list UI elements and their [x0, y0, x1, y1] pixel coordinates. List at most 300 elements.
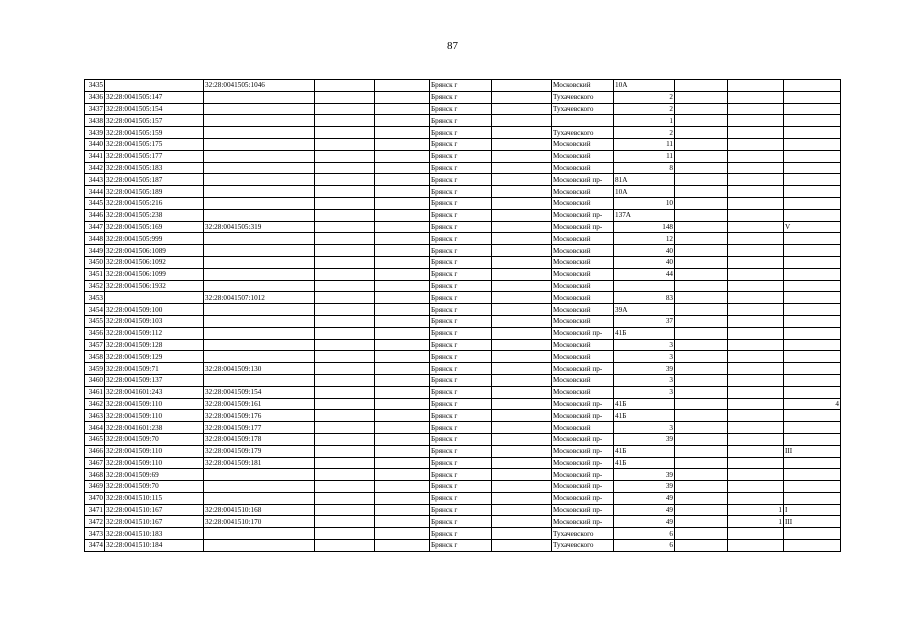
extra-cell	[784, 410, 841, 422]
row-number-cell: 3438	[85, 115, 105, 127]
empty-cell	[492, 304, 552, 316]
city-cell: Брянск г	[430, 398, 492, 410]
empty-cell	[492, 268, 552, 280]
parent-cadastral-cell: 32:28:0041509:154	[204, 386, 315, 398]
parent-cadastral-cell	[204, 304, 315, 316]
parent-cadastral-cell	[204, 127, 315, 139]
extra-cell	[784, 80, 841, 92]
street-cell: Московский	[552, 315, 614, 327]
empty-cell	[315, 492, 375, 504]
extra-cell	[784, 115, 841, 127]
street-cell: Московский	[552, 256, 614, 268]
table-row	[85, 339, 841, 351]
parent-cadastral-cell	[204, 103, 315, 115]
house-cell: 6	[614, 540, 675, 552]
empty-cell	[492, 481, 552, 493]
row-number-cell: 3439	[85, 127, 105, 139]
house-cell: 2	[614, 127, 675, 139]
parent-cadastral-cell	[204, 492, 315, 504]
street-cell: Московский	[552, 233, 614, 245]
extra-cell	[784, 174, 841, 186]
extra-cell	[784, 256, 841, 268]
unit-cell	[728, 445, 784, 457]
table-row	[85, 127, 841, 139]
empty-cell	[675, 174, 728, 186]
unit-cell	[728, 245, 784, 257]
empty-cell	[375, 138, 430, 150]
empty-cell	[492, 174, 552, 186]
unit-cell	[728, 256, 784, 268]
empty-cell	[375, 186, 430, 198]
empty-cell	[492, 457, 552, 469]
extra-cell	[784, 127, 841, 139]
parent-cadastral-cell	[204, 540, 315, 552]
empty-cell	[375, 481, 430, 493]
city-cell: Брянск г	[430, 315, 492, 327]
parent-cadastral-cell: 32:28:0041509:181	[204, 457, 315, 469]
street-cell: Тухачевского	[552, 103, 614, 115]
street-cell: Московский пр-	[552, 445, 614, 457]
table-row	[85, 516, 841, 528]
unit-cell	[728, 327, 784, 339]
empty-cell	[315, 209, 375, 221]
table-row	[85, 457, 841, 469]
street-cell: Московский пр-	[552, 433, 614, 445]
cadastral-number-cell: 32:28:0041505:157	[105, 115, 204, 127]
cadastral-number-cell: 32:28:0041505:177	[105, 150, 204, 162]
table-row	[85, 174, 841, 186]
extra-cell	[784, 91, 841, 103]
cadastral-number-cell: 32:28:0041505:189	[105, 186, 204, 198]
empty-cell	[675, 528, 728, 540]
empty-cell	[492, 516, 552, 528]
extra-cell	[784, 197, 841, 209]
empty-cell	[315, 162, 375, 174]
empty-cell	[675, 540, 728, 552]
empty-cell	[375, 504, 430, 516]
empty-cell	[675, 410, 728, 422]
empty-cell	[315, 150, 375, 162]
empty-cell	[375, 457, 430, 469]
empty-cell	[315, 80, 375, 92]
street-cell: Московский	[552, 150, 614, 162]
empty-cell	[375, 256, 430, 268]
parent-cadastral-cell	[204, 280, 315, 292]
row-number-cell: 3446	[85, 209, 105, 221]
city-cell: Брянск г	[430, 186, 492, 198]
cadastral-number-cell: 32:28:0041510:183	[105, 528, 204, 540]
street-cell: Московский	[552, 245, 614, 257]
table-row	[85, 150, 841, 162]
empty-cell	[375, 197, 430, 209]
cadastral-number-cell: 32:28:0041505:169	[105, 221, 204, 233]
city-cell: Брянск г	[430, 150, 492, 162]
street-cell: Московский пр-	[552, 363, 614, 375]
empty-cell	[375, 363, 430, 375]
city-cell: Брянск г	[430, 504, 492, 516]
empty-cell	[492, 280, 552, 292]
cadastral-number-cell: 32:28:0041510:167	[105, 516, 204, 528]
street-cell: Московский пр-	[552, 174, 614, 186]
empty-cell	[375, 398, 430, 410]
empty-cell	[375, 315, 430, 327]
empty-cell	[315, 280, 375, 292]
row-number-cell: 3450	[85, 256, 105, 268]
parent-cadastral-cell	[204, 186, 315, 198]
empty-cell	[375, 422, 430, 434]
empty-cell	[675, 186, 728, 198]
unit-cell	[728, 481, 784, 493]
street-cell: Тухачевского	[552, 91, 614, 103]
empty-cell	[375, 492, 430, 504]
cadastral-number-cell	[105, 80, 204, 92]
row-number-cell: 3453	[85, 292, 105, 304]
row-number-cell: 3445	[85, 197, 105, 209]
table-row	[85, 103, 841, 115]
empty-cell	[675, 422, 728, 434]
empty-cell	[675, 363, 728, 375]
table-row	[85, 528, 841, 540]
house-cell: 137А	[614, 209, 675, 221]
row-number-cell: 3474	[85, 540, 105, 552]
empty-cell	[492, 492, 552, 504]
house-cell: 3	[614, 339, 675, 351]
empty-cell	[675, 339, 728, 351]
parent-cadastral-cell: 32:28:0041505:319	[204, 221, 315, 233]
street-cell: Московский пр-	[552, 481, 614, 493]
table-row	[85, 115, 841, 127]
city-cell: Брянск г	[430, 516, 492, 528]
city-cell: Брянск г	[430, 363, 492, 375]
unit-cell	[728, 221, 784, 233]
extra-cell	[784, 492, 841, 504]
cadastral-number-cell: 32:28:0041505:183	[105, 162, 204, 174]
cadastral-number-cell: 32:28:0041509:69	[105, 469, 204, 481]
table-row	[85, 233, 841, 245]
cadastral-number-cell: 32:28:0041509:103	[105, 315, 204, 327]
row-number-cell: 3469	[85, 481, 105, 493]
extra-cell	[784, 433, 841, 445]
cadastral-number-cell: 32:28:0041505:216	[105, 197, 204, 209]
row-number-cell: 3435	[85, 80, 105, 92]
unit-cell	[728, 540, 784, 552]
unit-cell	[728, 433, 784, 445]
cadastral-number-cell: 32:28:0041509:128	[105, 339, 204, 351]
parent-cadastral-cell: 32:28:0041509:176	[204, 410, 315, 422]
unit-cell	[728, 150, 784, 162]
parent-cadastral-cell	[204, 233, 315, 245]
parent-cadastral-cell: 32:28:0041509:130	[204, 363, 315, 375]
unit-cell	[728, 103, 784, 115]
extra-cell	[784, 103, 841, 115]
city-cell: Брянск г	[430, 351, 492, 363]
parent-cadastral-cell: 32:28:0041509:178	[204, 433, 315, 445]
empty-cell	[315, 292, 375, 304]
row-number-cell: 3449	[85, 245, 105, 257]
house-cell: 41Б	[614, 445, 675, 457]
empty-cell	[492, 233, 552, 245]
table-row	[85, 245, 841, 257]
street-cell: Московский пр-	[552, 516, 614, 528]
cadastral-number-cell: 32:28:0041510:167	[105, 504, 204, 516]
empty-cell	[375, 245, 430, 257]
empty-cell	[492, 138, 552, 150]
extra-cell: V	[784, 221, 841, 233]
house-cell: 10А	[614, 186, 675, 198]
unit-cell	[728, 351, 784, 363]
row-number-cell: 3454	[85, 304, 105, 316]
cadastral-number-cell: 32:28:0041510:184	[105, 540, 204, 552]
house-cell: 83	[614, 292, 675, 304]
row-number-cell: 3468	[85, 469, 105, 481]
row-number-cell: 3470	[85, 492, 105, 504]
unit-cell: 1	[728, 504, 784, 516]
table-row	[85, 504, 841, 516]
empty-cell	[492, 504, 552, 516]
extra-cell	[784, 540, 841, 552]
row-number-cell: 3452	[85, 280, 105, 292]
empty-cell	[492, 103, 552, 115]
empty-cell	[315, 516, 375, 528]
city-cell: Брянск г	[430, 540, 492, 552]
empty-cell	[375, 351, 430, 363]
empty-cell	[315, 268, 375, 280]
unit-cell	[728, 209, 784, 221]
city-cell: Брянск г	[430, 445, 492, 457]
table-row	[85, 221, 841, 233]
city-cell: Брянск г	[430, 221, 492, 233]
city-cell: Брянск г	[430, 457, 492, 469]
row-number-cell: 3457	[85, 339, 105, 351]
table-row	[85, 280, 841, 292]
house-cell: 39	[614, 469, 675, 481]
unit-cell	[728, 528, 784, 540]
cadastral-number-cell: 32:28:0041510:115	[105, 492, 204, 504]
empty-cell	[492, 398, 552, 410]
city-cell: Брянск г	[430, 233, 492, 245]
empty-cell	[675, 256, 728, 268]
row-number-cell: 3467	[85, 457, 105, 469]
table-row	[85, 398, 841, 410]
empty-cell	[675, 150, 728, 162]
empty-cell	[315, 351, 375, 363]
table-row	[85, 268, 841, 280]
cadastral-number-cell: 32:28:0041505:175	[105, 138, 204, 150]
row-number-cell: 3461	[85, 386, 105, 398]
parent-cadastral-cell	[204, 351, 315, 363]
extra-cell	[784, 528, 841, 540]
extra-cell	[784, 374, 841, 386]
table-row	[85, 138, 841, 150]
parent-cadastral-cell	[204, 245, 315, 257]
empty-cell	[675, 516, 728, 528]
empty-cell	[315, 528, 375, 540]
house-cell: 39А	[614, 304, 675, 316]
empty-cell	[675, 115, 728, 127]
house-cell: 37	[614, 315, 675, 327]
empty-cell	[675, 433, 728, 445]
cadastral-number-cell: 32:28:0041506:1092	[105, 256, 204, 268]
table-row	[85, 327, 841, 339]
unit-cell: 1	[728, 516, 784, 528]
empty-cell	[492, 433, 552, 445]
street-cell: Московский	[552, 162, 614, 174]
cadastral-number-cell: 32:28:0041505:159	[105, 127, 204, 139]
empty-cell	[492, 115, 552, 127]
city-cell: Брянск г	[430, 469, 492, 481]
empty-cell	[315, 197, 375, 209]
cadastral-number-cell: 32:28:0041505:154	[105, 103, 204, 115]
street-cell: Тухачевского	[552, 528, 614, 540]
street-cell: Московский пр-	[552, 469, 614, 481]
extra-cell	[784, 469, 841, 481]
empty-cell	[315, 233, 375, 245]
parent-cadastral-cell	[204, 315, 315, 327]
city-cell: Брянск г	[430, 197, 492, 209]
extra-cell: 4	[784, 398, 841, 410]
unit-cell	[728, 315, 784, 327]
empty-cell	[375, 280, 430, 292]
city-cell: Брянск г	[430, 91, 492, 103]
empty-cell	[315, 386, 375, 398]
extra-cell	[784, 280, 841, 292]
empty-cell	[375, 327, 430, 339]
empty-cell	[675, 374, 728, 386]
empty-cell	[315, 127, 375, 139]
house-cell: 3	[614, 386, 675, 398]
unit-cell	[728, 174, 784, 186]
empty-cell	[675, 398, 728, 410]
empty-cell	[315, 422, 375, 434]
house-cell: 11	[614, 150, 675, 162]
cadastral-number-cell: 32:28:0041509:70	[105, 433, 204, 445]
empty-cell	[315, 374, 375, 386]
house-cell: 44	[614, 268, 675, 280]
house-cell: 49	[614, 516, 675, 528]
table-row	[85, 351, 841, 363]
house-cell: 148	[614, 221, 675, 233]
city-cell: Брянск г	[430, 245, 492, 257]
empty-cell	[675, 138, 728, 150]
unit-cell	[728, 280, 784, 292]
city-cell: Брянск г	[430, 138, 492, 150]
row-number-cell: 3455	[85, 315, 105, 327]
empty-cell	[375, 304, 430, 316]
cadastral-number-cell: 32:28:0041506:1089	[105, 245, 204, 257]
empty-cell	[315, 445, 375, 457]
house-cell: 3	[614, 351, 675, 363]
house-cell: 10	[614, 197, 675, 209]
parent-cadastral-cell: 32:28:0041510:170	[204, 516, 315, 528]
extra-cell	[784, 209, 841, 221]
cadastral-number-cell: 32:28:0041509:110	[105, 445, 204, 457]
street-cell: Московский	[552, 386, 614, 398]
city-cell: Брянск г	[430, 481, 492, 493]
unit-cell	[728, 268, 784, 280]
city-cell: Брянск г	[430, 256, 492, 268]
street-cell: Московский	[552, 351, 614, 363]
house-cell: 2	[614, 103, 675, 115]
empty-cell	[492, 386, 552, 398]
cadastral-number-cell: 32:28:0041509:112	[105, 327, 204, 339]
empty-cell	[675, 221, 728, 233]
street-cell: Тухачевского	[552, 127, 614, 139]
empty-cell	[315, 103, 375, 115]
cadastral-number-cell: 32:28:0041505:999	[105, 233, 204, 245]
unit-cell	[728, 197, 784, 209]
cadastral-number-cell: 32:28:0041506:1932	[105, 280, 204, 292]
unit-cell	[728, 374, 784, 386]
city-cell: Брянск г	[430, 304, 492, 316]
street-cell: Московский	[552, 304, 614, 316]
empty-cell	[375, 268, 430, 280]
street-cell: Московский пр-	[552, 492, 614, 504]
cadastral-number-cell: 32:28:0041509:110	[105, 398, 204, 410]
empty-cell	[315, 174, 375, 186]
table-row	[85, 540, 841, 552]
row-number-cell: 3465	[85, 433, 105, 445]
house-cell: 1	[614, 115, 675, 127]
unit-cell	[728, 80, 784, 92]
parent-cadastral-cell: 32:28:0041507:1012	[204, 292, 315, 304]
street-cell: Московский	[552, 280, 614, 292]
cadastral-number-cell: 32:28:0041601:243	[105, 386, 204, 398]
house-cell: 2	[614, 91, 675, 103]
cadastral-number-cell: 32:28:0041509:129	[105, 351, 204, 363]
empty-cell	[375, 233, 430, 245]
unit-cell	[728, 127, 784, 139]
empty-cell	[675, 197, 728, 209]
empty-cell	[492, 209, 552, 221]
row-number-cell: 3466	[85, 445, 105, 457]
empty-cell	[675, 469, 728, 481]
parent-cadastral-cell	[204, 268, 315, 280]
extra-cell	[784, 245, 841, 257]
city-cell: Брянск г	[430, 292, 492, 304]
street-cell: Московский пр-	[552, 457, 614, 469]
unit-cell	[728, 162, 784, 174]
house-cell: 10А	[614, 80, 675, 92]
parent-cadastral-cell	[204, 138, 315, 150]
table-row	[85, 481, 841, 493]
empty-cell	[492, 422, 552, 434]
unit-cell	[728, 398, 784, 410]
empty-cell	[492, 410, 552, 422]
street-cell: Московский пр-	[552, 398, 614, 410]
empty-cell	[675, 327, 728, 339]
street-cell: Московский пр-	[552, 504, 614, 516]
house-cell: 41Б	[614, 457, 675, 469]
extra-cell: I	[784, 504, 841, 516]
row-number-cell: 3458	[85, 351, 105, 363]
row-number-cell: 3442	[85, 162, 105, 174]
empty-cell	[375, 292, 430, 304]
house-cell: 39	[614, 433, 675, 445]
empty-cell	[375, 127, 430, 139]
empty-cell	[375, 209, 430, 221]
parent-cadastral-cell	[204, 162, 315, 174]
street-cell: Тухачевского	[552, 540, 614, 552]
empty-cell	[675, 280, 728, 292]
empty-cell	[375, 174, 430, 186]
empty-cell	[315, 186, 375, 198]
cadastral-number-cell: 32:28:0041509:100	[105, 304, 204, 316]
empty-cell	[375, 103, 430, 115]
row-number-cell: 3463	[85, 410, 105, 422]
empty-cell	[492, 469, 552, 481]
unit-cell	[728, 422, 784, 434]
parent-cadastral-cell	[204, 469, 315, 481]
